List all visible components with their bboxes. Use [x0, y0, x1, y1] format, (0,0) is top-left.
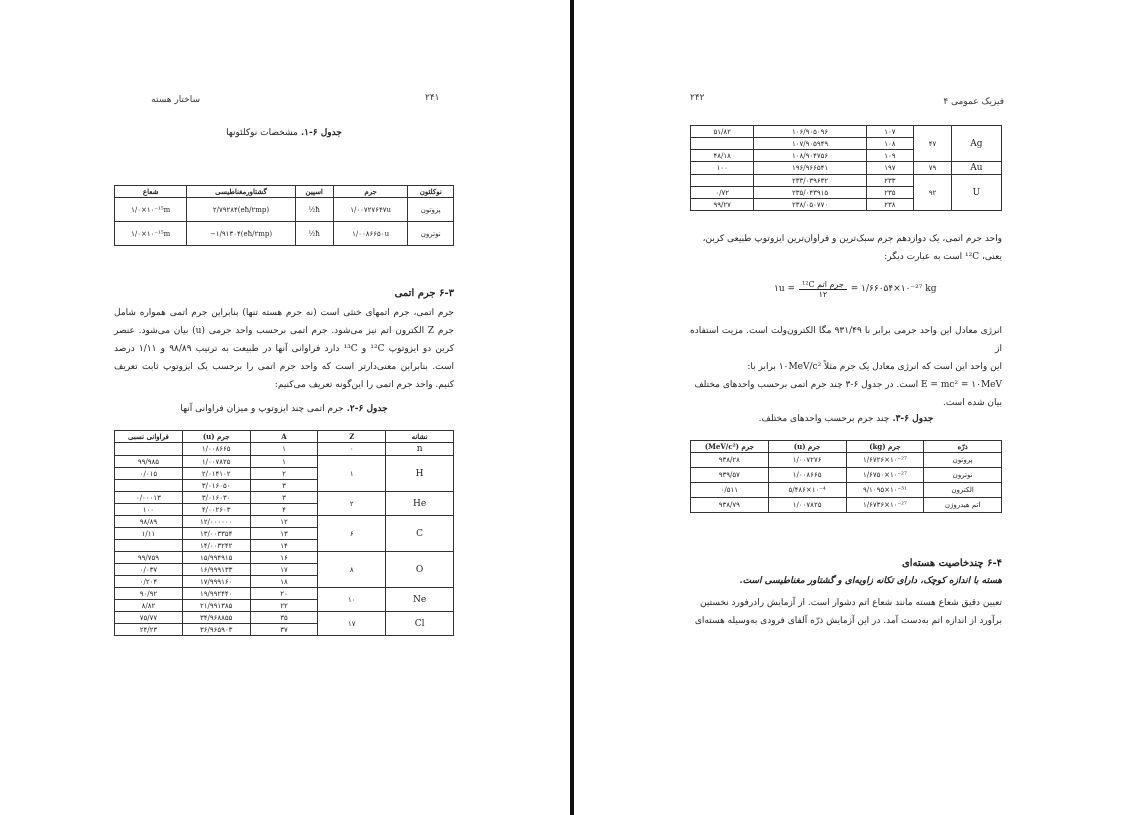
- table-cell: ۲۳۸/۰۵۰۷۷۰: [754, 199, 866, 211]
- table-cell: ۱/۰×۱۰⁻¹⁵m: [115, 198, 187, 222]
- section-subheading: هسته با اندازه کوچک، دارای تکانه زاویه‌ای و گشتاور مغناطیسی است.: [739, 576, 1002, 586]
- table-cell: ۹۹/۹۸۵: [115, 456, 183, 468]
- table-cell: ۱/۶۷۵۰×۱۰⁻²⁷: [846, 468, 924, 483]
- table-cell: ۱۰۰: [115, 504, 183, 516]
- column-header: جرم (u): [768, 441, 846, 453]
- table-cell: الکترون: [924, 483, 1002, 498]
- table-row: [115, 456, 454, 468]
- table-cell: C: [386, 516, 454, 552]
- table-cell: نوترون: [408, 222, 454, 246]
- column-header: نوکلئون: [408, 186, 454, 198]
- page-number: ۲۴۱: [425, 93, 440, 103]
- table-cell: ۳/۰۱۶۰۵۰: [182, 480, 250, 492]
- table-cell: ۹۰/۹۲: [115, 588, 183, 600]
- table3-caption: [690, 414, 1002, 424]
- table-cell: ۱۰۷/۹۰۵۹۴۹: [754, 138, 866, 150]
- left-page: [0, 0, 570, 815]
- table-cell: ۵۱/۸۲: [691, 126, 754, 138]
- table-cell: ۲/۷۹۲۸۴(eħ/۲mp): [187, 198, 295, 222]
- equation-rhs: = ۱/۶۶۰۵۴×۱۰⁻²⁷ kg: [850, 284, 937, 294]
- table-cell: ۲۳۳/۰۳۹۶۳۲: [754, 175, 866, 187]
- table1-caption-label: جدول ۶-۱.: [300, 128, 342, 138]
- table-cell: ۴: [250, 504, 318, 516]
- table-cell: He: [386, 492, 454, 516]
- equation-fraction: [799, 280, 847, 299]
- column-header: شعاع: [115, 186, 187, 198]
- table-cell: [115, 443, 183, 456]
- table-cell: ۱۴: [250, 540, 318, 552]
- table-cell: ۲۱/۹۹۱۳۸۵: [182, 600, 250, 612]
- table-header-row: [115, 186, 454, 198]
- table-cell: ۱۷: [318, 612, 386, 636]
- paragraph-line: انرژی معادل این واحد جرمی برابر با ۹۳۱/۴۹ مگا الکترون‌ولت است. مزیت استفاده از: [690, 326, 1002, 354]
- table-cell: ۳/۰۱۶۰۳۰: [182, 492, 250, 504]
- paragraph-line: این واحد این است که انرژی معادل یک جرم مثلاً ۱۰MeV/c² برابر با:: [747, 362, 1002, 372]
- table-cell: ۱/۰۰۸۶۶۵: [182, 443, 250, 456]
- table-cell: ۰: [318, 443, 386, 456]
- table-cell: ۳۷: [250, 624, 318, 636]
- table-row: [691, 468, 1002, 483]
- atomic-mass-unit-paragraph: [690, 230, 1002, 266]
- table-row: [691, 175, 1002, 187]
- table-cell: ۱۴/۰۰۳۲۴۲: [182, 540, 250, 552]
- table1-caption: [114, 128, 454, 138]
- table-cell: ۱۰۰: [691, 162, 754, 175]
- table-cell: ۱/۰۰۷۲۷۶۴۷u: [333, 198, 408, 222]
- table-cell: ۰/۲۰۴: [115, 576, 183, 588]
- table-cell: ۱۰: [318, 588, 386, 612]
- running-head: ساختار هسته: [151, 95, 200, 105]
- table-cell: [691, 175, 754, 187]
- column-header: جرم (MeV/c²): [691, 441, 769, 453]
- table-cell: ۹۳۸/۷۹: [691, 498, 769, 513]
- table-cell: ۱: [318, 456, 386, 492]
- table-row: [115, 588, 454, 600]
- table-cell: ۲۰: [250, 588, 318, 600]
- table-row: [115, 492, 454, 504]
- equation-numerator: جرم اتم ¹²C: [799, 280, 847, 290]
- table-row: [115, 222, 454, 246]
- table-cell: ۴/۰۰۲۶۰۳: [182, 504, 250, 516]
- paragraph-line: یعنی، ¹²C است به عبارت دیگر:: [884, 252, 1002, 262]
- table-cell: ۱/۱۱: [115, 528, 183, 540]
- table-cell: ۰/۷۲: [691, 187, 754, 199]
- page-number: ۲۴۲: [690, 93, 705, 103]
- isotope-table-continued: [690, 125, 1002, 211]
- table-cell: ۰/۰۰۰۱۳: [115, 492, 183, 504]
- table-cell: [115, 480, 183, 492]
- table-cell: Ne: [386, 588, 454, 612]
- table-cell: ۹۲: [914, 175, 952, 211]
- table-cell: ۱۹۷: [866, 162, 913, 175]
- table-cell: پروتون: [924, 453, 1002, 468]
- table-cell: H: [386, 456, 454, 492]
- table-cell: ۲: [250, 468, 318, 480]
- table-row: [691, 498, 1002, 513]
- table-cell: ۲/۰۱۴۱۰۲: [182, 468, 250, 480]
- table-cell: Ag: [951, 126, 1001, 162]
- table-cell: ۱۰۸/۹۰۴۷۵۶: [754, 150, 866, 162]
- table-cell: ۳۵: [250, 612, 318, 624]
- table-cell: ۴۷: [914, 126, 952, 162]
- table-cell: ۱۹۶/۹۶۶۵۴۱: [754, 162, 866, 175]
- table-cell: ۱۷/۹۹۹۱۶۰: [182, 576, 250, 588]
- table-cell: ۸/۸۲: [115, 600, 183, 612]
- table-cell: ۱۵/۹۹۴۹۱۵: [182, 552, 250, 564]
- table-header-row: [115, 431, 454, 443]
- table-cell: [691, 138, 754, 150]
- table-cell: ۳۴/۹۶۸۸۵۵: [182, 612, 250, 624]
- table-cell: نوترون: [924, 468, 1002, 483]
- table2-caption-text: جرم اتمی چند ایزوتوپ و میزان فراوانی آنها: [180, 404, 344, 414]
- table-cell: ۰/۵۱۱: [691, 483, 769, 498]
- section-title-nuclear-properties: ۶-۴ چندخاصیت هسته‌ای: [901, 558, 1002, 569]
- table-cell: ۲۳۵: [866, 187, 913, 199]
- table-cell: پروتون: [408, 198, 454, 222]
- table-cell: ۲۳۳: [866, 175, 913, 187]
- table-cell: ۲۲: [250, 600, 318, 612]
- table-cell: ۱/۰۰۸۶۶۵: [768, 468, 846, 483]
- running-head: فیزیک عمومی ۴: [943, 97, 1004, 107]
- table-cell: n: [386, 443, 454, 456]
- table-cell: ۰/۰۱۵: [115, 468, 183, 480]
- table-cell: ۱۶: [250, 552, 318, 564]
- table-row: [691, 126, 1002, 138]
- table-cell: [115, 540, 183, 552]
- table-cell: ۳: [250, 492, 318, 504]
- table-cell: ۱/۰۰۸۶۶۵۰u: [333, 222, 408, 246]
- table-cell: O: [386, 552, 454, 588]
- table-cell: ۱/۶۷۳۶×۱۰⁻²⁷: [846, 498, 924, 513]
- table-cell: ۳۶/۹۶۵۹۰۳: [182, 624, 250, 636]
- table-row: [691, 162, 1002, 175]
- equation-denominator: ۱۲: [818, 289, 828, 299]
- table-cell: ۴۸/۱۸: [691, 150, 754, 162]
- column-header: نشانه: [386, 431, 454, 443]
- equation-lhs: ۱u =: [774, 284, 796, 294]
- table-cell: ½ħ: [295, 222, 333, 246]
- table-cell: ۱۰۷: [866, 126, 913, 138]
- table-cell: ۲۳۵/۰۴۳۹۱۵: [754, 187, 866, 199]
- paragraph-line: بیان شده است.: [942, 398, 1002, 408]
- column-header: A: [250, 431, 318, 443]
- paragraph-line: برآورد از اندازه اتم به‌دست آمد. در این آزمایش ذرّه آلفای فرودی به‌وسیله هسته‌ای: [694, 616, 1002, 626]
- table-cell: ۱/۰۰۷۸۲۵: [768, 498, 846, 513]
- table-cell: ۷۹: [914, 162, 952, 175]
- table-row: [115, 443, 454, 456]
- table1-caption-text: مشخصات نوکلئونها: [226, 128, 298, 138]
- table-cell: ۹۹/۲۷: [691, 199, 754, 211]
- table2-caption: [114, 404, 454, 414]
- table-cell: ۱۲/۰۰۰۰۰۰: [182, 516, 250, 528]
- table-cell: ۱/۰۰۷۸۲۵: [182, 456, 250, 468]
- table-cell: ۱۰۹: [866, 150, 913, 162]
- table-cell: −۱/۹۱۳۰۴(eħ/۲mp): [187, 222, 295, 246]
- nuclear-radius-paragraph: [690, 594, 1002, 630]
- table-cell: ۱: [250, 443, 318, 456]
- table-cell: ۹۳۸/۲۸: [691, 453, 769, 468]
- column-header: گشتاور‌مغناطیسی: [187, 186, 295, 198]
- table-cell: ۱۰۶/۹۰۵۰۹۶: [754, 126, 866, 138]
- table-cell: ½ħ: [295, 198, 333, 222]
- table-cell: ۲: [318, 492, 386, 516]
- table-row: [115, 198, 454, 222]
- paragraph-line: تعیین دقیق شعاع هسته مانند شعاع اتم دشوار است. از آزمایش رادرفورد نخستین: [700, 598, 1002, 608]
- table3-caption-label: جدول ۶-۳.: [892, 414, 934, 424]
- table-cell: ۱۰۸: [866, 138, 913, 150]
- table-row: [115, 516, 454, 528]
- table-cell: ۵/۴۸۶×۱۰⁻⁴: [768, 483, 846, 498]
- table-cell: ۱/۰×۱۰⁻¹⁵m: [115, 222, 187, 246]
- table-cell: ۱۷: [250, 564, 318, 576]
- table-cell: ۳: [250, 480, 318, 492]
- table-cell: ۱۶/۹۹۹۱۳۳: [182, 564, 250, 576]
- isotope-table-body: [115, 443, 454, 636]
- table2-caption-label: جدول ۶-۲.: [346, 404, 388, 414]
- atomic-mass-unit-equation: [774, 272, 944, 306]
- table-cell: ۹۳۹/۵۷: [691, 468, 769, 483]
- table3-caption-text: چند جرم برحسب واحدهای مختلف.: [758, 414, 890, 424]
- column-header: جرم (kg): [846, 441, 924, 453]
- table-cell: ۹/۱۰۹۵×۱۰⁻³¹: [846, 483, 924, 498]
- table-cell: ۹۹/۷۵۹: [115, 552, 183, 564]
- mass-units-table: [690, 440, 1002, 513]
- table-cell: ۷۵/۷۷: [115, 612, 183, 624]
- table-cell: ۹۸/۸۹: [115, 516, 183, 528]
- table-row: [115, 612, 454, 624]
- table-cell: ۲۳۸: [866, 199, 913, 211]
- atomic-mass-paragraph: جرم اتمی، جرم اتمهای خنثی است (نه جرم هسته تنها) بنابراین جرم اتمی همواره شامل جرم Z الکترون اتم نیز می‌شود. جرم اتمی برحسب واحد جرمی (u) بیان می‌شود. عنصر کربن دو ایزوتوپ ¹²C و ¹³C دارد فراوانی آنها در طبیعت به ترتیب ۹۸/۸۹ و ۱/۱۱ درصد است. بنابراین معنی‌دارتر است که واحد جرم اتمی را برحسب یک ایزوتوپ ثابت تعریف کنیم. واحد جرم اتمی را این‌گونه تعریف می‌کنیم:: [114, 308, 455, 390]
- nucleon-table: [114, 185, 454, 246]
- table-header-row: [691, 441, 1002, 453]
- table-row: [691, 483, 1002, 498]
- table-cell: ۱۲: [250, 516, 318, 528]
- table-cell: ۸: [318, 552, 386, 588]
- table-cell: ۲۴/۲۳: [115, 624, 183, 636]
- table-cell: ۰/۰۳۷: [115, 564, 183, 576]
- table-cell: ۱/۶۷۲۶×۱۰⁻²⁷: [846, 453, 924, 468]
- column-header: جرم: [333, 186, 408, 198]
- paragraph-line: E = mc² = ۱۰MeV است. در جدول ۶-۳ چند جرم اتمی برحسب واحدهای مختلف: [694, 380, 1002, 390]
- column-header: ذرّه: [924, 441, 1002, 453]
- right-page: [574, 0, 1144, 815]
- table-cell: ۱۸: [250, 576, 318, 588]
- table-cell: Au: [951, 162, 1001, 175]
- energy-equivalent-paragraph: [690, 322, 1002, 412]
- column-header: جرم (u): [182, 431, 250, 443]
- table-cell: ۶: [318, 516, 386, 552]
- table-cell: ۱۳/۰۰۳۳۵۴: [182, 528, 250, 540]
- table-row: [115, 552, 454, 564]
- column-header: Z: [318, 431, 386, 443]
- table-cell: ۱۳: [250, 528, 318, 540]
- table-row: [691, 453, 1002, 468]
- table-cell: Cl: [386, 612, 454, 636]
- section-title-atomic-mass: ۶-۳ جرم اتمی: [394, 288, 454, 299]
- paragraph-line: واحد جرم اتمی، یک دوازدهم جرم سبک‌ترین و فراوان‌ترین ایزوتوپ طبیعی کربن،: [702, 234, 1002, 244]
- isotope-table: [114, 430, 454, 636]
- column-header: فراوانی نسبی: [115, 431, 183, 443]
- table-cell: ۱/۰۰۷۲۷۶: [768, 453, 846, 468]
- table-cell: U: [951, 175, 1001, 211]
- column-header: اسپین: [295, 186, 333, 198]
- table-cell: اتم هیدروژن: [924, 498, 1002, 513]
- table-cell: ۱۹/۹۹۲۴۴۰: [182, 588, 250, 600]
- isotope-table-continued-body: [691, 126, 1002, 211]
- table-cell: ۱: [250, 456, 318, 468]
